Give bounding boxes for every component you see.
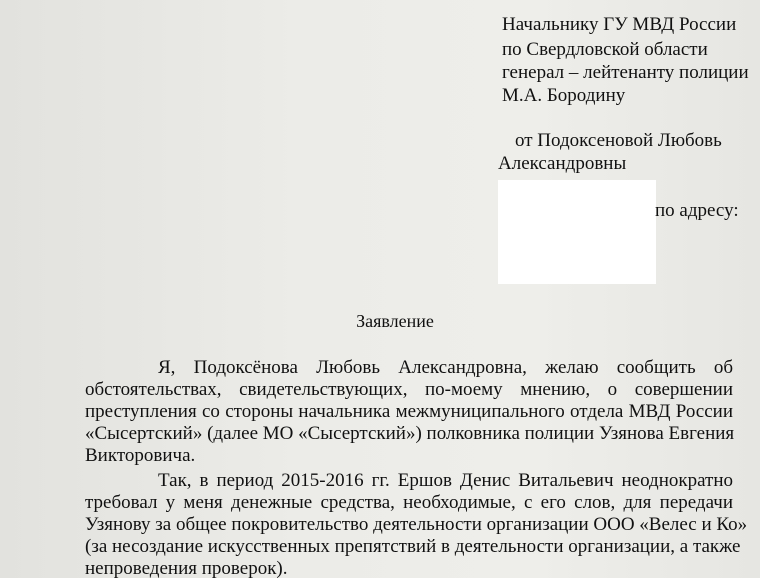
addressee-line-2: по Свердловской области <box>502 39 708 60</box>
addressee-line-4: М.А. Бородину <box>502 85 626 106</box>
document-title: Заявление <box>356 311 434 331</box>
body-line: Так, в период 2015-2016 гг. Ершов Денис Витальевич неоднократно <box>158 470 733 491</box>
body-line: требовал у меня денежные средства, необходимые, с его слов, для передачи <box>85 492 733 513</box>
redacted-address <box>498 180 656 284</box>
body-line: преступления со стороны начальника межмуниципального отдела МВД России <box>85 401 733 422</box>
addressee-line-3: генерал – лейтенанту полиции <box>502 62 749 83</box>
body-line: (за несоздание искусственных препятствий в деятельности организации, а также <box>85 536 741 557</box>
addressee-line-1: Начальнику ГУ МВД России <box>502 14 737 35</box>
body-line: «Сысертский» (далее МО «Сысертский») полковника полиции Узянова Евгения <box>85 423 735 444</box>
address-label: по адресу: <box>655 200 739 221</box>
body-line: Я, Подоксёнова Любовь Александровна, желаю сообщить об <box>158 357 733 378</box>
body-line: Викторовича. <box>85 445 196 466</box>
sender-from-line: от Подоксеновой Любовь <box>515 130 722 151</box>
body-line: обстоятельствах, свидетельствующих, по-моему мнению, о совершении <box>85 379 733 400</box>
body-line: непроведения проверок). <box>85 558 288 578</box>
body-line: Узянову за общее покровительство деятельности организации ООО «Велес и Ко» <box>85 514 748 535</box>
sender-patronymic: Александровны <box>498 153 627 174</box>
